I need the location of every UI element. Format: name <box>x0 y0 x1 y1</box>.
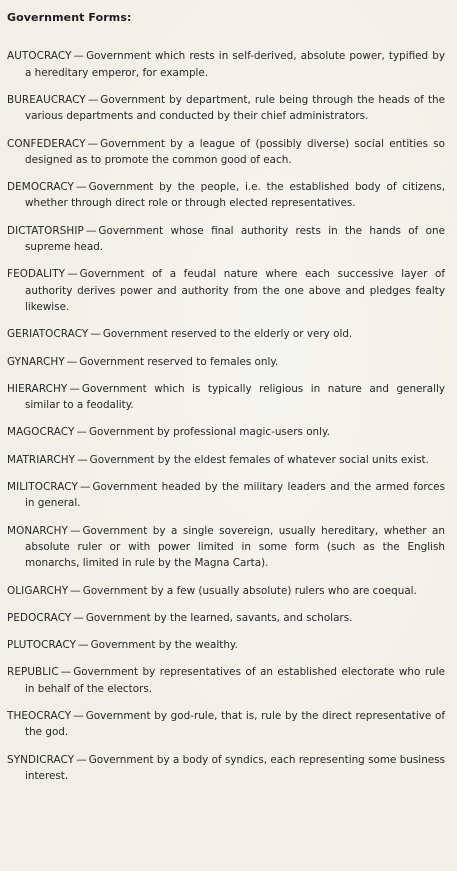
definition-entry-geriatocracy <box>7 326 445 342</box>
entry-separator: — <box>85 224 97 237</box>
entry-separator: — <box>76 181 87 194</box>
entry-definition: Government by professional magic-users only. <box>88 426 330 439</box>
entry-definition: Government by god-rule, that is, rule by the direct representative of the god. <box>25 710 445 739</box>
entry-separator: — <box>60 666 72 679</box>
entry-term: DICTATORSHIP <box>7 224 84 237</box>
entry-definition: Government by the wealthy. <box>90 639 238 652</box>
entry-term: PLUTOCRACY <box>7 639 77 652</box>
entry-definition: Government headed by the military leaders and the armed forces in general. <box>25 481 445 510</box>
entry-term: MONARCHY <box>7 524 68 537</box>
entry-term: REPUBLIC <box>7 666 59 679</box>
entry-definition: Government which is typically religious in nature and generally similar to a feodality. <box>25 382 445 412</box>
entry-definition: Government by the people, i.e. the established body of citizens, whether through direct role or through elected representatives. <box>25 181 445 210</box>
definition-entry-plutocracy <box>7 637 445 653</box>
entry-separator: — <box>78 639 89 652</box>
entry-definition: Government of a feudal nature where each successive layer of authority derives power and authority from the one above and pledges fealty likewise. <box>25 268 445 313</box>
entry-definition: Government reserved to females only. <box>79 355 279 368</box>
entry-definition: Government whose final authority rests in the hands of one supreme head. <box>25 224 445 254</box>
entry-definition: Government which rests in self-derived, absolute power, typified by a hereditary emperor, for example. <box>25 50 445 79</box>
entry-separator: — <box>87 93 99 106</box>
definition-entry-dictatorship <box>7 223 445 256</box>
definition-entry-oligarchy <box>7 583 445 599</box>
definition-entry-militocracy <box>7 479 445 512</box>
entry-term: GERIATOCRACY <box>7 328 89 341</box>
entry-definition: Government by representatives of an established electorate who rule in behalf of the electors. <box>25 666 445 695</box>
entry-term: MATRIARCHY <box>7 453 76 466</box>
entry-term: GYNARCHY <box>7 355 65 368</box>
entry-term: HIERARCHY <box>7 382 68 395</box>
definition-entry-confederacy <box>7 136 445 169</box>
entry-definition: Government by a few (usually absolute) rulers who are coequal. <box>82 584 417 597</box>
entry-separator: — <box>76 753 87 766</box>
entry-term: THEOCRACY <box>7 710 72 722</box>
entry-definition: Government by the eldest females of whatever social units exist. <box>89 453 429 466</box>
entry-separator: — <box>70 524 81 537</box>
entry-separator: — <box>90 328 101 341</box>
entry-term: OLIGARCHY <box>7 584 69 597</box>
definition-entry-matriarchy <box>7 452 445 468</box>
entry-separator: — <box>73 611 84 624</box>
definition-entry-democracy <box>7 179 445 212</box>
definition-entry-bureaucracy <box>7 92 445 125</box>
entry-term: AUTOCRACY <box>7 50 72 63</box>
entry-definition: Government by the learned, savants, and scholars. <box>85 611 353 624</box>
entry-definition: Government by a single sovereign, usually hereditary, whether an absolute ruler or with power limited in some form (such as the English monarchs, limited in rule by the Magna Carta). <box>25 524 445 570</box>
definition-entry-pedocracy <box>7 610 445 626</box>
entry-definition: Government reserved to the elderly or very old. <box>102 328 353 341</box>
entry-definition: Government by department, rule being through the heads of the various departments and conducted by their chief administrators. <box>25 93 445 123</box>
definition-entry-feodality <box>7 266 445 315</box>
entry-separator: — <box>66 355 78 368</box>
entry-term: DEMOCRACY <box>7 181 75 194</box>
entry-term: CONFEDERACY <box>7 137 86 150</box>
entry-term: PEDOCRACY <box>7 611 72 624</box>
definition-entry-theocracy <box>7 708 445 741</box>
entry-separator: — <box>76 426 87 439</box>
entry-term: SYNDICRACY <box>7 753 75 766</box>
definition-entry-hierarchy <box>7 381 445 414</box>
definition-entry-autocracy <box>7 48 445 81</box>
entry-separator: — <box>87 137 99 150</box>
definition-entry-magocracy <box>7 424 445 440</box>
definition-list <box>7 38 445 784</box>
entry-term: MILITOCRACY <box>7 481 78 494</box>
entry-term: FEODALITY <box>7 268 66 281</box>
entry-separator: — <box>67 268 78 281</box>
entry-separator: — <box>73 710 84 722</box>
entry-term: MAGOCRACY <box>7 426 75 439</box>
entry-separator: — <box>70 584 81 597</box>
entry-definition: Government by a league of (possibly diverse) social entities so designed as to promote the common good of each. <box>25 137 445 166</box>
section-title: Government Forms: <box>7 11 132 24</box>
definition-entry-monarchy <box>7 523 445 572</box>
entry-separator: — <box>69 382 80 395</box>
entry-separator: — <box>73 50 85 63</box>
entry-separator: — <box>79 481 91 494</box>
entry-definition: Government by a body of syndics, each representing some business interest. <box>25 753 445 782</box>
entry-term: BUREAUCRACY <box>7 93 86 106</box>
entry-separator: — <box>77 453 88 466</box>
definition-entry-syndicracy <box>7 752 445 785</box>
definition-entry-republic <box>7 664 445 697</box>
definition-entry-gynarchy <box>7 354 445 370</box>
